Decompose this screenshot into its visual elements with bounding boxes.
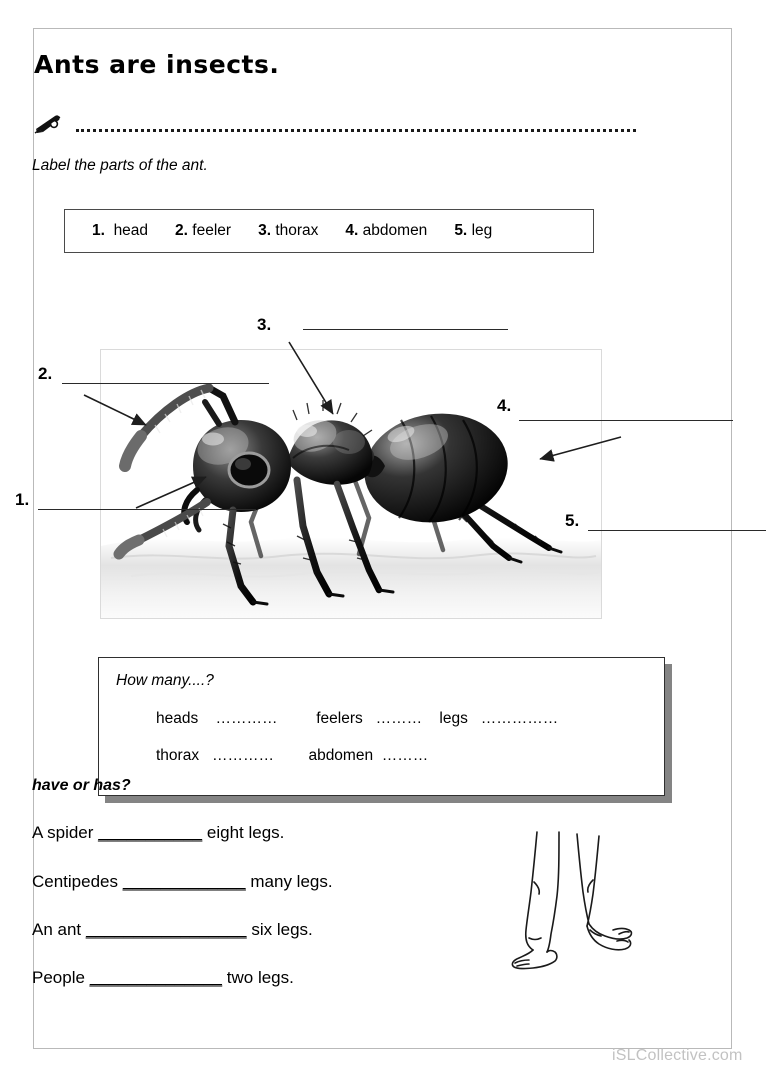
sentence-after: six legs. <box>246 920 313 939</box>
word-bank-item-4: 4. abdomen <box>345 222 428 239</box>
sentence-row <box>32 968 294 988</box>
sentence-row <box>32 920 313 940</box>
sentence-before: An ant <box>32 920 86 939</box>
word-bank-item-3: 3. thorax <box>258 222 319 239</box>
callout-number-4: 4. <box>497 396 512 415</box>
how-many-box <box>98 657 665 796</box>
name-write-line[interactable] <box>76 126 636 132</box>
human-legs-icon <box>493 830 653 970</box>
instruction-text: Label the parts of the ant. <box>32 157 208 174</box>
sentence-blank[interactable]: _____________ <box>122 872 246 891</box>
word-bank-box <box>64 209 594 253</box>
sentence-before: A spider <box>32 823 99 842</box>
word-bank-item-1: 1. head <box>92 222 149 239</box>
sentence-after: many legs. <box>245 872 333 891</box>
sentence-row <box>32 823 284 843</box>
have-or-has-heading: have or has? <box>32 777 131 794</box>
pen-icon <box>34 112 64 136</box>
ant-photo <box>100 349 602 619</box>
callout-answer-line-2[interactable] <box>62 383 269 384</box>
sentence-before: Centipedes <box>32 872 123 891</box>
callout-number-5: 5. <box>565 511 580 530</box>
word-bank-item-2: 2. feeler <box>175 222 232 239</box>
sentence-blank[interactable]: _________________ <box>85 920 247 939</box>
how-many-row-1[interactable]: heads ………… feelers ……… legs …………… <box>156 710 559 727</box>
how-many-row-2[interactable]: thorax ………… abdomen ……… <box>156 747 429 764</box>
sentence-after: two legs. <box>222 968 294 987</box>
callout-answer-line-3[interactable] <box>303 329 508 330</box>
sentence-blank[interactable]: ______________ <box>89 968 223 987</box>
sentence-before: People <box>32 968 90 987</box>
callout-answer-line-4[interactable] <box>519 420 733 421</box>
callout-number-1: 1. <box>15 490 30 509</box>
sentence-blank[interactable]: ___________ <box>98 823 203 842</box>
page-title: Ants are insects. <box>34 50 280 79</box>
how-many-title: How many....? <box>116 672 214 689</box>
sentence-row <box>32 872 333 892</box>
callout-number-3: 3. <box>257 315 272 334</box>
callout-answer-line-1[interactable] <box>38 509 256 510</box>
islcollective-watermark: iSLCollective.com <box>612 1047 743 1064</box>
callout-answer-line-5[interactable] <box>588 530 766 531</box>
name-line-row <box>34 112 634 142</box>
word-bank-item-5: 5. leg <box>454 222 493 239</box>
callout-number-2: 2. <box>38 364 53 383</box>
ant-diagram-area <box>0 262 733 652</box>
sentence-after: eight legs. <box>202 823 285 842</box>
